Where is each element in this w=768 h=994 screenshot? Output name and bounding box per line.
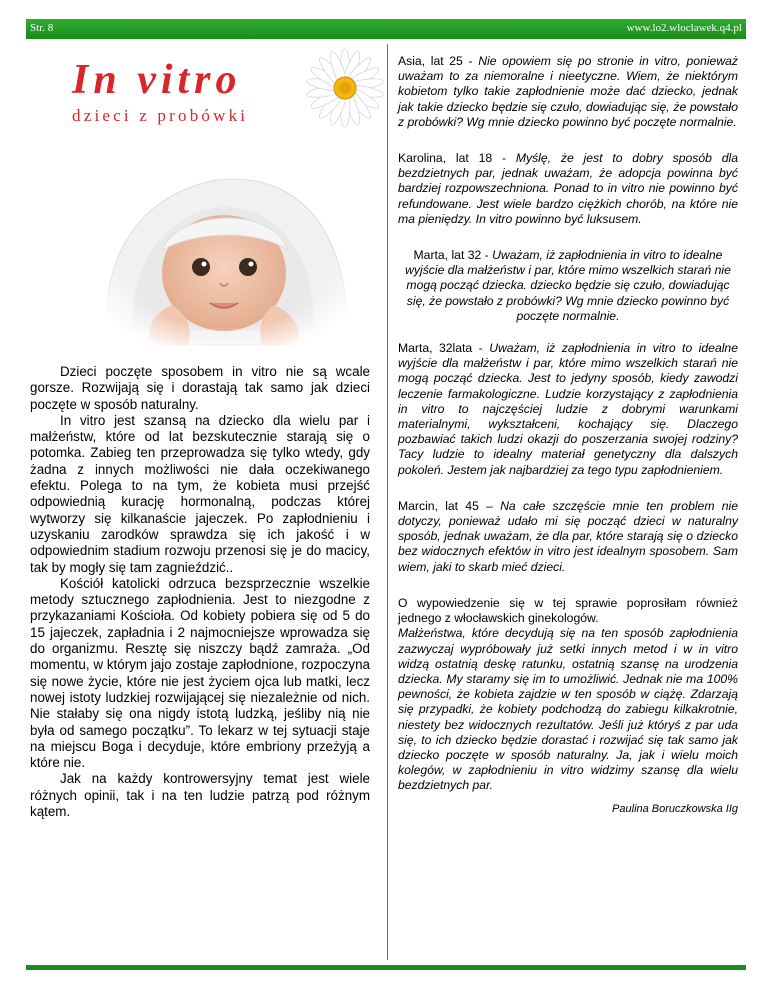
opinion-entry [398, 341, 738, 478]
article-subtitle: dzieci z probówki [72, 106, 249, 125]
column-divider [387, 44, 388, 960]
gynecologist-section [398, 596, 738, 794]
opinion-text: Na całe szczęście mnie ten problem nie dotyczy, ponieważ udało mi się począć dzieci w naturalny sposób, jednak uważam, że dla par, które starają się o dziecko bez widocznych efektów in vitro jest idealnym sposobem. Sam wiem, jaki to skarb mieć dzieci. [398, 498, 738, 574]
daisy-icon [305, 48, 385, 128]
gynecologist-quote: Małżeństwa, które decydują się na ten sposób zapłodnienia zazwyczaj wypróbowały już setki innych metod i w in vitro widzą ostatnią deskę ratunku, ostatnią szansę na urodzenia dziecka. My staramy się im to umożliwić. Jednak nie ma 100% pewności, że kobieta zajdzie w ten sposób w ciążę. Zdarzają się przypadki, że kobiety podchodzą do zabiegu kilkakrotnie, niestety bez widocznych rezultatów. Jeśli już któryś z par uda się, to ich dziecko będzie dorastać i rozwijać się tak samo jak dziecko poczęte w sposób naturalny. Ja, jak i wielu moich kolegów, w zapłodnieniu in vitro widzimy szansę dla wielu bezdzietnych par. [398, 626, 738, 793]
opinion-entry [398, 499, 738, 575]
page-number: Str. 8 [30, 22, 54, 34]
site-url: www.lo2.wloclawek.q4.pl [626, 22, 742, 34]
opinions-column [398, 54, 738, 817]
gynecologist-intro: O wypowiedzenie się w tej sprawie poprosiłam również jednego z włocławskich ginekologów. [398, 595, 738, 626]
opinion-speaker: Marcin, lat 45 – [398, 498, 501, 513]
article-title: In vitro [72, 57, 242, 103]
article-paragraph: Jak na każdy kontrowersyjny temat jest wiele różnych opinii, tak i na ten ludzie patrzą pod różnym kątem. [30, 771, 370, 820]
article-body [30, 364, 370, 820]
footer-bar [26, 965, 746, 970]
author-signature: Paulina Boruczkowska IIg [612, 802, 738, 815]
opinion-speaker: Asia, lat 25 - [398, 54, 479, 68]
opinion-entry [398, 54, 738, 130]
opinion-entry [398, 151, 738, 227]
opinion-text: Uważam, iż zapłodnienia in vitro to idealne wyjście dla małżeństw i par, które mimo wszelkich starań nie mogą począć dziecka. dziecko będzie się czuło, dowiadując się, że powstało z probówki? Wg mnie dziecko powinno być poczęte normalnie. [405, 248, 731, 323]
article-paragraph: In vitro jest szansą na dziecko dla wielu par i małżeństw, które od lat bezskutecznie starają się o potomka. Zabieg ten przeprowadza się tylko wtedy, gdy żadna z innych możliwości nie dała oczekiwanego efektu. Polega to na tym, że kobieta musi przejść odpowiednią kurację hormonalną, podczas której wytworzy się kilkanaście jajeczek. Po zapłodnieniu i uzyskaniu zarodków sprawdza się ich jakość i w odpowiednim stadium rozwoju przenosi się je do macicy, tak by mogły się tam zagnieździć.. [30, 412, 370, 575]
opinion-entry [398, 248, 738, 324]
opinion-text: Myślę, że jest to dobry sposób dla bezdzietnych par, jednak uważam, że adopcja powinna być bardziej rozpowszechniona. Ponad to in vitro nie powinno być refundowane. Jest wiele bardzo ciężkich chorób, na które nie ma pieniędzy. In vitro powinno być luksusem. [398, 151, 738, 226]
opinion-text: Nie opowiem się po stronie in vitro, ponieważ uważam to za niemoralne i nieetyczne. Wiem, że niektórym kobietom tylko takie zapłodnienie może dać dziecko, jednak jak takie dziecko będzie się czuło, dowiadując się, że powstało z probówki? Wg mnie dziecko powinno być poczęte normalnie. [398, 54, 738, 129]
header-bar [26, 19, 746, 39]
opinion-speaker: Marta, 32lata - [398, 341, 490, 356]
opinion-text: Uważam, iż zapłodnienia in vitro to idealne wyjście dla małżeństw i par, które mimo wszelkich starań nie mogą począć dziecka. Jest to jedyny sposób, kiedy zawodzi leczenie farmakologiczne. Ludzie korzystający z zapłodnienia in vitro to najczęściej ludzie z dobrymi warunkami materialnymi, wykształceni, kochający się. Dlaczego pozbawiać takich ludzi okazji do poszerzania swojej rodziny? Tacy ludzie to idealny materiał genetyczny dla dalszych pokoleń. Jestem jak najbardziej za tego typu zapłodnieniem. [398, 341, 738, 477]
article-paragraph: Dzieci poczęte sposobem in vitro nie są wcale gorsze. Rozwijają się i dorastają tak samo jak dzieci poczęte w sposób naturalny. [30, 364, 370, 412]
baby-photo [88, 155, 364, 350]
article-paragraph: Kościół katolicki odrzuca bezsprzecznie wszelkie metody sztucznego zapłodnienia. Jest to niezgodne z przykazaniami Kościoła. Od kobiety pobiera się od 5 do 15 jajeczek, zapładnia i 2 najmocniejsze wprowadza się do organizmu. Resztę się niszczy bądź zamraża. „Od momentu, w którym jajo zostaje zapłodnione, rozpoczyna się nowe życie, które nie jest życiem ojca lub matki, lecz nowej istoty ludzkiej rozwijającej się niezależnie od nich. Nie stałaby się ona nigdy istotą ludzką, jeśliby nią nie była od samego początku”. To lekarz w tej sytuacji staje na miejscu Boga i decyduje, które embriony przeżyją a które nie. [30, 575, 370, 771]
opinion-speaker: Karolina, lat 18 - [398, 151, 516, 166]
opinion-speaker: Marta, lat 32 - [413, 248, 493, 263]
